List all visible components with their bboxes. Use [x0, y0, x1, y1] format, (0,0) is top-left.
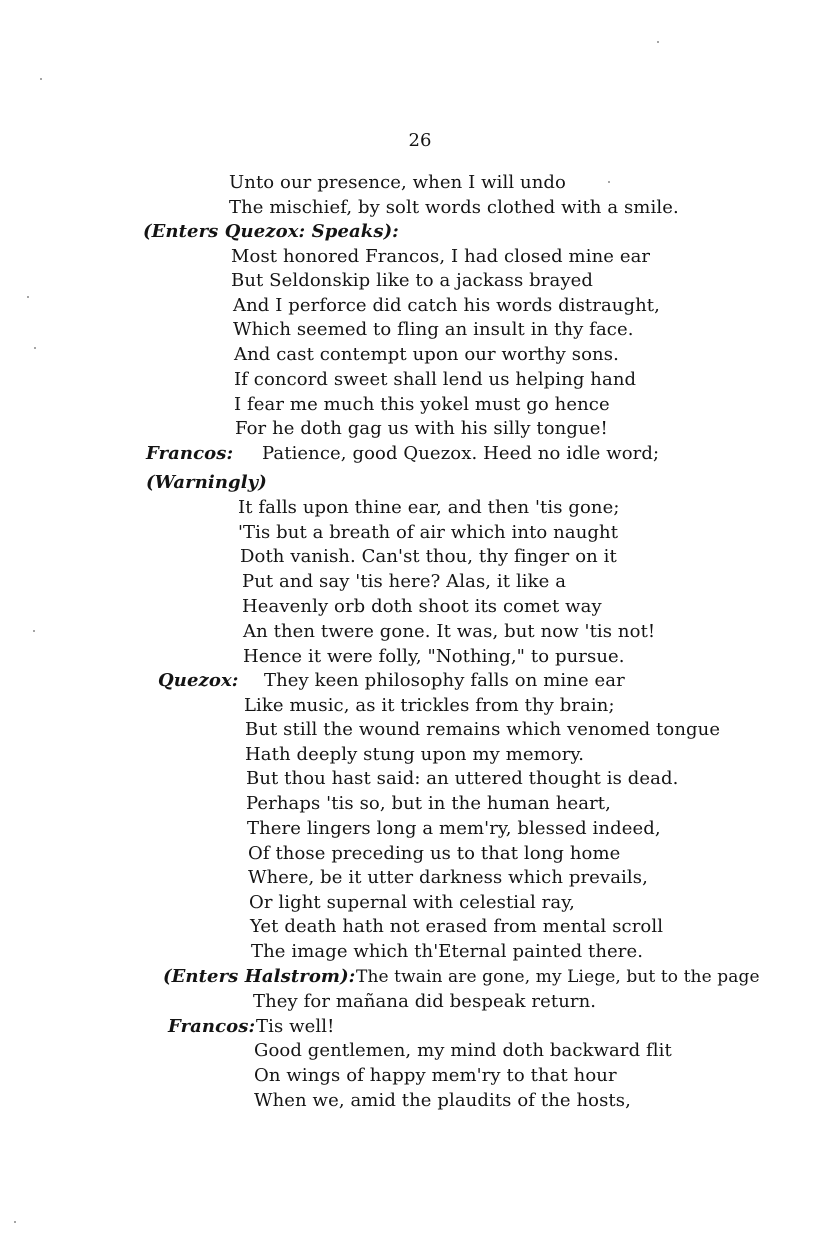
verse-line: Hath deeply stung upon my memory. — [245, 744, 585, 765]
verse-line: For he doth gag us with his silly tongue! — [235, 418, 608, 439]
verse-line: 'Tis but a breath of air which into naught — [238, 522, 619, 543]
scan-speck — [608, 181, 610, 183]
verse-line: The image which th'Eternal painted there. — [251, 941, 644, 962]
verse-line: They for mañana did bespeak return. — [253, 991, 597, 1012]
scan-speck — [27, 296, 29, 298]
verse-line: Tis well! — [256, 1016, 335, 1037]
speaker-name: Francos: — [146, 443, 234, 464]
verse-line: The mischief, by solt words clothed with a smile. — [229, 197, 679, 218]
verse-line: Good gentlemen, my mind doth backward flit — [254, 1040, 672, 1061]
scan-speck — [14, 1221, 16, 1223]
verse-line: Where, be it utter darkness which prevails, — [248, 867, 648, 888]
speaker-name: Quezox: — [158, 670, 239, 691]
stage-direction: (Enters Quezox: Speaks): — [143, 221, 399, 242]
verse-line: Doth vanish. Can'st thou, thy finger on it — [240, 546, 617, 567]
verse-line: An then twere gone. It was, but now 'tis not! — [243, 621, 656, 642]
verse-line: On wings of happy mem'ry to that hour — [254, 1065, 617, 1086]
verse-line: Hence it were folly, "Nothing," to pursue. — [243, 646, 625, 667]
scan-speck — [40, 78, 42, 80]
scan-speck — [33, 630, 35, 632]
verse-line: When we, amid the plaudits of the hosts, — [254, 1090, 631, 1111]
verse-line: Like music, as it trickles from thy brain; — [244, 695, 615, 716]
speaker-name: Francos: — [168, 1016, 256, 1037]
verse-line: I fear me much this yokel must go hence — [234, 394, 610, 415]
page-number: 26 — [408, 130, 432, 151]
verse-line: There lingers long a mem'ry, blessed indeed, — [247, 818, 661, 839]
stage-direction: (Warningly) — [146, 472, 267, 493]
verse-line: Heavenly orb doth shoot its comet way — [242, 596, 602, 617]
verse-line: Perhaps 'tis so, but in the human heart, — [246, 793, 611, 814]
verse-line: Of those preceding us to that long home — [248, 843, 621, 864]
verse-line: If concord sweet shall lend us helping hand — [234, 369, 637, 390]
verse-line: It falls upon thine ear, and then 'tis gone; — [238, 497, 620, 518]
verse-line: But still the wound remains which venomed tongue — [245, 719, 721, 740]
verse-line: The twain are gone, my Liege, but to the page — [356, 967, 760, 987]
verse-line: Most honored Francos, I had closed mine ear — [231, 246, 651, 267]
verse-line: And cast contempt upon our worthy sons. — [234, 344, 619, 365]
scan-speck — [34, 347, 36, 349]
verse-line: Or light supernal with celestial ray, — [249, 892, 575, 913]
stage-direction: (Enters Halstrom): — [163, 966, 356, 987]
verse-line: But Seldonskip like to a jackass brayed — [231, 270, 593, 291]
verse-line: Which seemed to fling an insult in thy face. — [233, 319, 634, 340]
verse-line: Put and say 'tis here? Alas, it like a — [242, 571, 567, 592]
scan-speck — [657, 41, 659, 43]
verse-line: But thou hast said: an uttered thought is dead. — [246, 768, 679, 789]
verse-line: Yet death hath not erased from mental scroll — [250, 916, 664, 937]
verse-line: And I perforce did catch his words distraught, — [233, 295, 660, 316]
verse-line: Unto our presence, when I will undo — [229, 172, 566, 193]
verse-line: They keen philosophy falls on mine ear — [264, 670, 625, 691]
verse-line: Patience, good Quezox. Heed no idle word; — [262, 443, 660, 464]
